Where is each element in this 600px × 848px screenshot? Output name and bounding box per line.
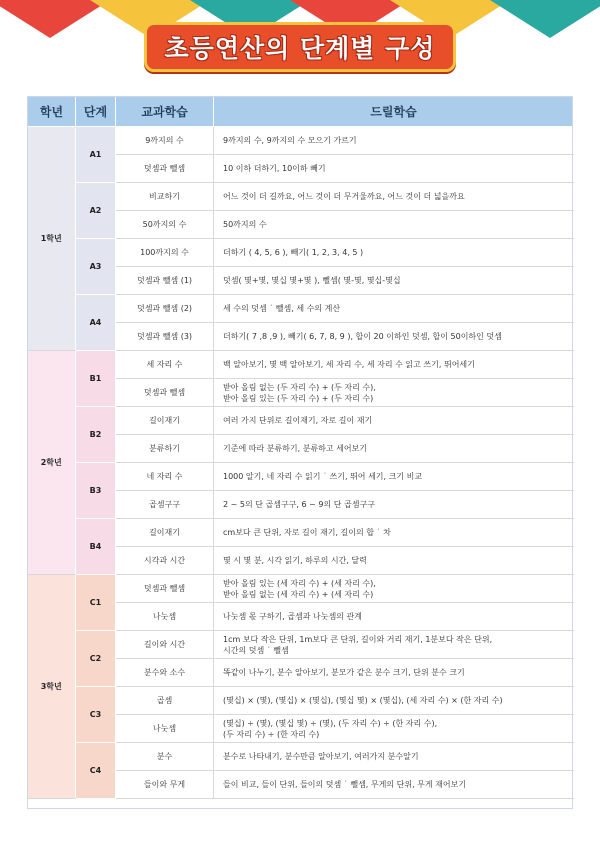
drill-cell (214, 771, 574, 799)
grade-cell: 3학년 (28, 575, 76, 799)
table-row (28, 687, 574, 715)
drill-line: 받아 올림 없는 (두 자리 수) + (두 자리 수), (223, 382, 376, 392)
header-grade: 학년 (28, 97, 76, 127)
drill-cell (214, 323, 574, 351)
subject-cell: 덧셈과 뺄셈 (116, 155, 214, 183)
subject-cell: 덧셈과 뺄셈 (1) (116, 267, 214, 295)
stage-cell: A1 (76, 127, 116, 183)
drill-line: 덧셈( 몇+몇, 몇십 몇+몇 ), 뺄셈( 몇-몇, 몇십-몇십 (223, 276, 401, 285)
drill-cell (214, 547, 574, 575)
drill-line: 받아 올림 없는 (세 자리 수) + (세 자리 수) (223, 589, 374, 599)
drill-line: 백 알아보기, 몇 백 알아보기, 세 자리 수, 세 자리 수 읽고 쓰기, 뛰어세기 (223, 360, 475, 369)
stage-cell: C1 (76, 575, 116, 631)
drill-cell (214, 463, 574, 491)
subject-cell: 비교하기 (116, 183, 214, 211)
drill-cell (214, 407, 574, 435)
drill-line: 몇 시 몇 분, 시각 읽기, 하루의 시간, 달력 (223, 556, 367, 565)
drill-line: 기준에 따라 분류하기, 분류하고 세어보기 (223, 444, 368, 453)
grade-cell: 2학년 (28, 351, 76, 575)
drill-cell (214, 491, 574, 519)
stage-cell: B3 (76, 463, 116, 519)
subject-cell: 100까지의 수 (116, 239, 214, 267)
table-row (28, 295, 574, 323)
table-row (28, 463, 574, 491)
stage-cell: C3 (76, 687, 116, 743)
subject-cell: 길이와 시간 (116, 631, 214, 659)
drill-cell (214, 659, 574, 687)
header-subject: 교과학습 (116, 97, 214, 127)
table-header-row (28, 97, 574, 127)
drill-cell (214, 743, 574, 771)
stage-cell: A2 (76, 183, 116, 239)
drill-cell (214, 519, 574, 547)
subject-cell: 시각과 시간 (116, 547, 214, 575)
drill-line: 더하기 ( 4, 5, 6 ), 빼기( 1, 2, 3, 4, 5 ) (223, 248, 364, 257)
drill-cell (214, 603, 574, 631)
drill-cell (214, 715, 574, 743)
grade-cell: 1학년 (28, 127, 76, 351)
stage-cell: A4 (76, 295, 116, 351)
subject-cell: 덧셈과 뺄셈 (116, 575, 214, 603)
table-row (28, 407, 574, 435)
drill-line: 더하기( 7 ,8 ,9 ), 빼기( 6, 7, 8, 9 ), 합이 20 이하인 덧셈, 합이 50이하인 덧셈 (223, 332, 502, 341)
drill-line: 어느 것이 더 길까요, 어느 것이 더 무거울까요, 어느 것이 더 넓을까요 (223, 192, 465, 201)
table-row (28, 127, 574, 155)
subject-cell: 덧셈과 뺄셈 (3) (116, 323, 214, 351)
drill-cell (214, 239, 574, 267)
drill-cell (214, 155, 574, 183)
stage-cell: B2 (76, 407, 116, 463)
drill-cell (214, 575, 574, 603)
drill-line: cm보다 큰 단위, 자로 길이 재기, 길이의 합 ˙ 차 (223, 528, 391, 537)
subject-cell: 덧셈과 뺄셈 (2) (116, 295, 214, 323)
stage-cell: B1 (76, 351, 116, 407)
subject-cell: 곱셈 (116, 687, 214, 715)
subject-cell: 분수와 소수 (116, 659, 214, 687)
table-row (28, 631, 574, 659)
drill-line: 10 이하 더하기, 10이하 빼기 (223, 164, 326, 173)
subject-cell: 곱셈구구 (116, 491, 214, 519)
drill-cell (214, 211, 574, 239)
subject-cell: 길이재기 (116, 407, 214, 435)
title-banner (0, 22, 600, 72)
drill-line: 여러 가지 단위로 길이재기, 자로 길이 재기 (223, 416, 373, 425)
subject-cell: 네 자리 수 (116, 463, 214, 491)
drill-line: 받아 올림 있는 (두 자리 수) + (두 자리 수) (223, 393, 374, 403)
table-row (28, 575, 574, 603)
subject-cell: 나눗셈 (116, 715, 214, 743)
table-row (28, 519, 574, 547)
subject-cell: 덧셈과 뺄셈 (116, 379, 214, 407)
drill-line: (두 자리 수) ÷ (한 자리 수) (223, 729, 320, 739)
drill-line: 나눗셈 몫 구하기, 곱셈과 나눗셈의 관계 (223, 612, 362, 621)
drill-cell (214, 435, 574, 463)
stage-cell: A3 (76, 239, 116, 295)
drill-cell (214, 687, 574, 715)
drill-line: 2 ~ 5의 단 곱셈구구, 6 ~ 9의 단 곱셈구구 (223, 500, 375, 509)
subject-cell: 나눗셈 (116, 603, 214, 631)
subject-cell: 길이재기 (116, 519, 214, 547)
header-drill: 드릴학습 (214, 97, 574, 127)
drill-line: 세 수의 덧셈 ˙ 뺄셈, 세 수의 계산 (223, 304, 341, 313)
stage-cell: B4 (76, 519, 116, 575)
drill-cell (214, 379, 574, 407)
subject-cell: 50까지의 수 (116, 211, 214, 239)
drill-line: 1cm 보다 작은 단위, 1m보다 큰 단위, 길이와 거리 재기, 1분보다 작은 단위, (223, 634, 493, 644)
drill-line: 분수로 나타내기, 분수만큼 알아보기, 여러가지 분수알기 (223, 752, 419, 761)
subject-cell: 들이와 무게 (116, 771, 214, 799)
page-title: 초등연산의 단계별 구성 (144, 22, 457, 72)
table-row (28, 239, 574, 267)
drill-line: 똑같이 나누기, 분수 알아보기, 분모가 같은 분수 크기, 단위 분수 크기 (223, 668, 465, 677)
drill-line: (몇십) × (몇), (몇십) × (몇십), (몇십 몇) × (몇십), (세 자리 수) × (한 자리 수) (223, 696, 503, 705)
drill-cell (214, 183, 574, 211)
table-row (28, 183, 574, 211)
stage-cell: C2 (76, 631, 116, 687)
subject-cell: 분수 (116, 743, 214, 771)
curriculum-table (27, 96, 574, 799)
table-row (28, 743, 574, 771)
stage-cell: C4 (76, 743, 116, 799)
drill-cell (214, 631, 574, 659)
table-row (28, 351, 574, 379)
drill-cell (214, 127, 574, 155)
subject-cell: 세 자리 수 (116, 351, 214, 379)
drill-line: 들이 비교, 들이 단위, 들이의 덧셈 ˙ 뺄셈, 무게의 단위, 무게 재어보기 (223, 780, 467, 789)
subject-cell: 9까지의 수 (116, 127, 214, 155)
drill-line: 받아 올림 있는 (세 자리 수) + (세 자리 수), (223, 578, 376, 588)
drill-line: 50까지의 수 (223, 220, 267, 229)
drill-line: (몇십) ÷ (몇), (몇십 몇) ÷ (몇), (두 자리 수) ÷ (한 자리 수), (223, 718, 438, 728)
drill-cell (214, 351, 574, 379)
subject-cell: 분류하기 (116, 435, 214, 463)
drill-line: 시간의 덧셈 ˙ 뺄셈 (223, 645, 289, 655)
drill-cell (214, 267, 574, 295)
drill-line: 1000 알기, 네 자리 수 읽기 ˙ 쓰기, 뛰어 세기, 크기 비교 (223, 472, 423, 481)
drill-line: 9까지의 수, 9까지의 수 모으기 가르기 (223, 136, 357, 145)
header-stage: 단계 (76, 97, 116, 127)
drill-cell (214, 295, 574, 323)
